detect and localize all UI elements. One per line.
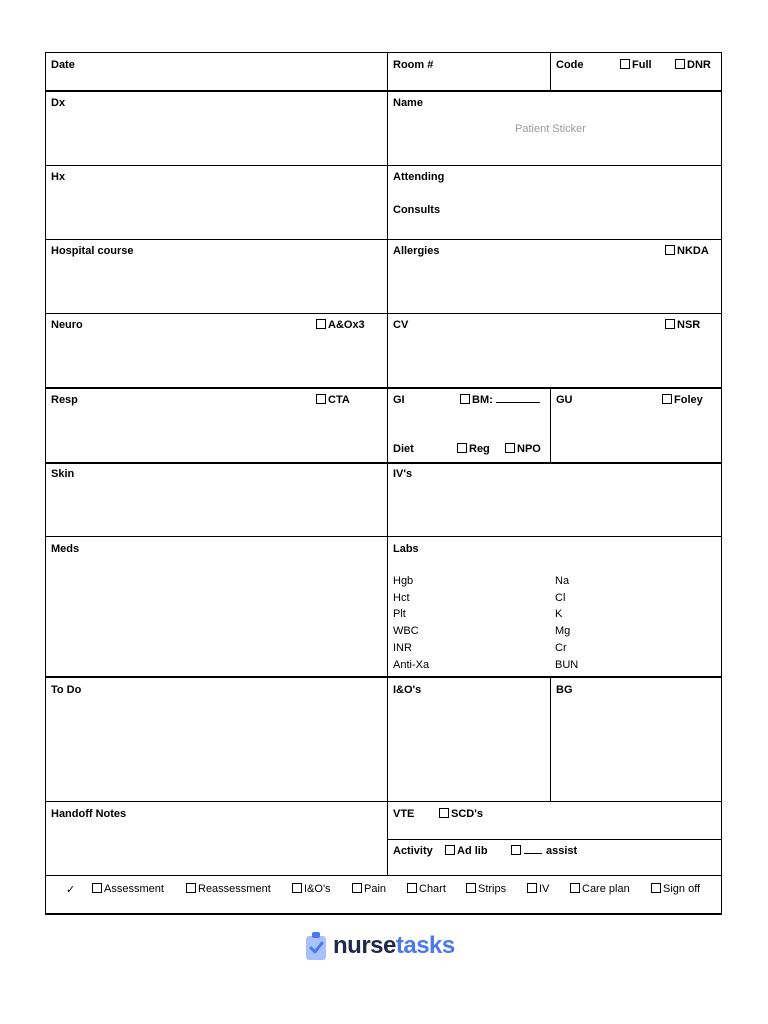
lab-item: Cl — [555, 592, 566, 604]
bm-option[interactable] — [460, 394, 540, 406]
column-divider — [550, 678, 551, 801]
diet-reg-option[interactable] — [457, 443, 490, 455]
footer-pain-option[interactable] — [352, 883, 386, 895]
checkbox[interactable] — [527, 883, 537, 893]
cv-label: CV — [393, 319, 409, 331]
column-divider — [550, 389, 551, 462]
checkbox[interactable] — [662, 394, 672, 404]
handoff-notes-label: Handoff Notes — [51, 808, 127, 820]
allergies-label: Allergies — [393, 245, 440, 257]
checkbox[interactable] — [466, 883, 476, 893]
assist-text: assist — [546, 845, 578, 857]
date-label: Date — [51, 59, 75, 71]
checkbox[interactable] — [439, 808, 449, 818]
footer-item-text: Reassessment — [198, 883, 271, 895]
activity-label: Activity — [393, 845, 433, 857]
checkbox[interactable] — [292, 883, 302, 893]
footer-sign-off-option[interactable] — [651, 883, 700, 895]
checkbox[interactable] — [651, 883, 661, 893]
lab-item: INR — [393, 642, 412, 654]
checkbox[interactable] — [407, 883, 417, 893]
diet-label: Diet — [393, 443, 414, 455]
assist-blank[interactable] — [524, 853, 542, 854]
footer-assessment-option[interactable] — [92, 883, 164, 895]
divider — [45, 875, 722, 876]
lab-item: Hct — [393, 592, 410, 604]
logo-part-nurse: nurse — [333, 932, 396, 959]
io-label: I&O's — [393, 684, 422, 696]
attending-label: Attending — [393, 171, 445, 183]
foley-text: Foley — [674, 394, 703, 406]
footer-iv-option[interactable] — [527, 883, 549, 895]
aox3-text: A&Ox3 — [328, 319, 365, 331]
divider — [45, 536, 722, 537]
divider — [45, 239, 722, 240]
lab-item: Hgb — [393, 575, 414, 587]
vte-label: VTE — [393, 808, 415, 820]
lab-item: Plt — [393, 608, 406, 620]
checkbox[interactable] — [457, 443, 467, 453]
divider — [45, 462, 722, 464]
aox3-option[interactable] — [316, 319, 365, 331]
checkbox[interactable] — [92, 883, 102, 893]
border-bottom — [45, 913, 722, 915]
nsr-option[interactable] — [665, 319, 700, 331]
adlib-option[interactable] — [445, 845, 488, 857]
checkbox[interactable] — [316, 394, 326, 404]
neuro-label: Neuro — [51, 319, 83, 331]
resp-label: Resp — [51, 394, 78, 406]
diet-npo-option[interactable] — [505, 443, 541, 455]
lab-item: K — [555, 608, 563, 620]
nkda-text: NKDA — [677, 245, 709, 257]
footer-reassessment-option[interactable] — [186, 883, 271, 895]
patient-sticker-placeholder: Patient Sticker — [515, 123, 586, 135]
code-dnr-option[interactable] — [675, 59, 711, 71]
divider — [45, 387, 722, 389]
clipboard-check-icon — [305, 931, 327, 961]
border-top — [45, 52, 722, 53]
scds-text: SCD's — [451, 808, 483, 820]
checkbox[interactable] — [352, 883, 362, 893]
foley-option[interactable] — [662, 394, 703, 406]
gu-label: GU — [556, 394, 573, 406]
dx-label: Dx — [51, 97, 66, 109]
divider — [45, 676, 722, 678]
hx-label: Hx — [51, 171, 66, 183]
checkmark-icon: ✓ — [66, 884, 76, 896]
footer-item-text: Pain — [364, 883, 387, 895]
divider — [45, 165, 722, 166]
footer-care-plan-option[interactable] — [570, 883, 630, 895]
column-divider — [550, 52, 551, 90]
room-label: Room # — [393, 59, 434, 71]
checkbox[interactable] — [675, 59, 685, 69]
lab-item: WBC — [393, 625, 419, 637]
code-label: Code — [556, 59, 584, 71]
bm-text: BM: — [472, 394, 493, 406]
checkbox[interactable] — [505, 443, 515, 453]
name-label: Name — [393, 97, 423, 109]
footer-item-text: Chart — [419, 883, 446, 895]
ivs-label: IV's — [393, 468, 413, 480]
hospital-course-label: Hospital course — [51, 245, 134, 257]
lab-item: Cr — [555, 642, 567, 654]
meds-label: Meds — [51, 543, 80, 555]
footer-strips-option[interactable] — [466, 883, 506, 895]
divider — [387, 839, 722, 840]
bm-blank[interactable] — [496, 402, 540, 403]
footer-item-text: Assessment — [104, 883, 164, 895]
checkbox[interactable] — [665, 319, 675, 329]
footer-io-option[interactable] — [292, 883, 331, 895]
border-left — [45, 52, 46, 914]
logo-wordmark — [333, 932, 455, 960]
logo-part-tasks: tasks — [395, 932, 455, 959]
checkbox[interactable] — [445, 845, 455, 855]
checkbox[interactable] — [570, 883, 580, 893]
border-right — [721, 52, 722, 914]
code-full-text: Full — [632, 59, 652, 71]
divider — [45, 90, 722, 92]
checkbox[interactable] — [620, 59, 630, 69]
lab-item: Anti-Xa — [393, 659, 430, 671]
code-dnr-text: DNR — [687, 59, 711, 71]
shift-report-sheet — [45, 52, 722, 914]
nursetasks-logo — [305, 930, 455, 962]
checkbox[interactable] — [511, 845, 521, 855]
adlib-text: Ad lib — [457, 845, 488, 857]
cta-option[interactable] — [316, 394, 350, 406]
scds-option[interactable] — [439, 808, 483, 820]
footer-item-text: I&O's — [304, 883, 331, 895]
nsr-text: NSR — [677, 319, 701, 331]
footer-item-text: IV — [539, 883, 550, 895]
gi-label: GI — [393, 394, 405, 406]
reg-text: Reg — [469, 443, 490, 455]
footer-item-text: Care plan — [582, 883, 630, 895]
cta-text: CTA — [328, 394, 350, 406]
footer-item-text: Strips — [478, 883, 507, 895]
consults-label: Consults — [393, 204, 441, 216]
divider — [45, 313, 722, 314]
assist-option[interactable] — [511, 845, 577, 857]
todo-label: To Do — [51, 684, 82, 696]
footer-item-text: Sign off — [663, 883, 701, 895]
skin-label: Skin — [51, 468, 75, 480]
checkbox[interactable] — [460, 394, 470, 404]
bg-label: BG — [556, 684, 573, 696]
column-divider — [387, 52, 388, 875]
divider — [45, 801, 722, 802]
footer-chart-option[interactable] — [407, 883, 446, 895]
lab-item: Na — [555, 575, 570, 587]
labs-label: Labs — [393, 543, 419, 555]
checkbox[interactable] — [316, 319, 326, 329]
nkda-option[interactable] — [665, 245, 709, 257]
lab-item: Mg — [555, 625, 571, 637]
checkbox[interactable] — [186, 883, 196, 893]
code-full-option[interactable] — [620, 59, 652, 71]
npo-text: NPO — [517, 443, 541, 455]
checkbox[interactable] — [665, 245, 675, 255]
lab-item: BUN — [555, 659, 579, 671]
